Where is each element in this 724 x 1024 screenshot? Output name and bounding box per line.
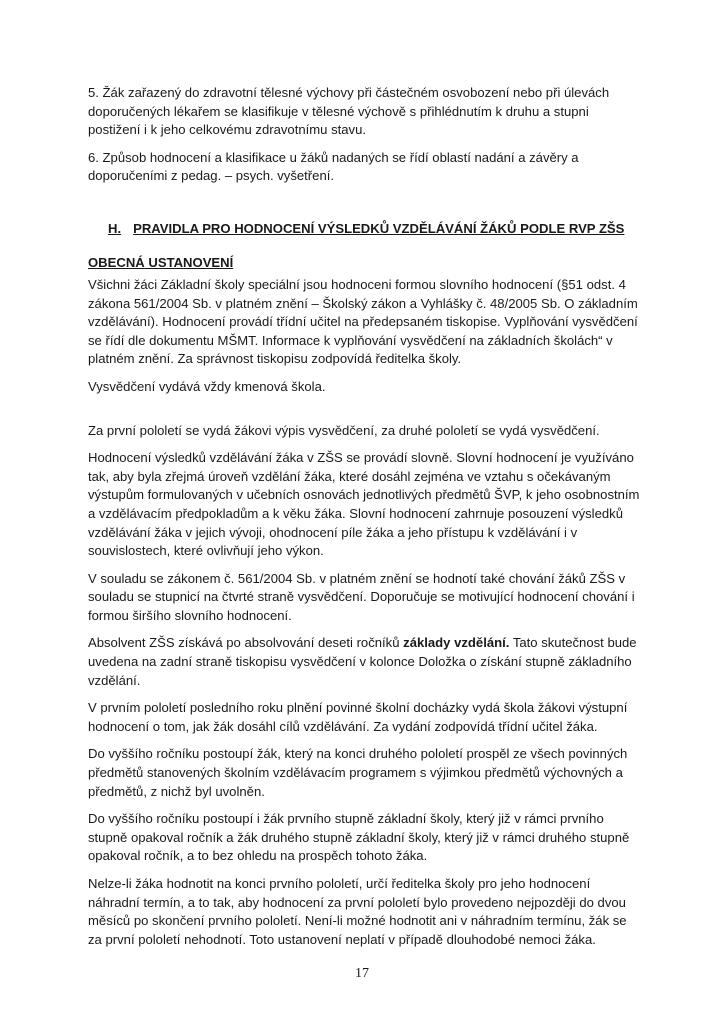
paragraph-body-7: Do vyššího ročníku postoupí i žák prvního stupně základní školy, který již v rámci prvního stupně opakoval ročník a žák druhého stupně základní školy, který již v rámci druhého stupně opakoval ročník, a to bez ohledu na prospěch tohoto žáka. <box>88 811 630 864</box>
section-number: H. <box>108 220 122 236</box>
paragraph-body-3: V souladu se zákonem č. 561/2004 Sb. v platném znění se hodnotí také chování žáků ZŠS v souladu se stupnicí na čtvrté straně vysvědčení. Doporučuje se motivující hodnocení chování i formou širšího slovního hodnocení. <box>88 570 635 623</box>
paragraph-general-1: Všichni žáci Základní školy speciální jsou hodnoceni formou slovního hodnocení (§51 odst. 4 zákona 561/2004 Sb. v platném znění – Školský zákon a Vyhlášky č. 48/2005 Sb. O základním vzdělávání). Hodnocení provádí třídní učitel na předepsaném tiskopise. Vyplňování vysvědčení se řídí dle dokumentu MŠMT. Informace k vyplňování vysvědčení na základních školách“ v platném znění. Za správnost tiskopisu zodpovídá ředitelka školy. <box>88 276 638 367</box>
paragraph-body-6: Do vyššího ročníku postoupí žák, který na konci druhého pololetí prospěl ze všech povinných předmětů stanovených školním vzdělávacím programem s výjimkou předmětů výchovných a předmětů, z nichž byl uvolněn. <box>88 746 628 799</box>
paragraph-body-8: Nelze-li žáka hodnotit na konci prvního pololetí, určí ředitelka školy pro jeho hodnocení náhradní termín, a to tak, aby hodnocení za první pololetí bylo provedeno nejpozději do dvou měsíců po skončení prvního pololetí. Není-li možné hodnotit ani v náhradním termínu, žák se za první pololetí nehodnotí. Toto ustanovení neplatí v případě dlouhodobé nemoci žáka. <box>88 876 627 947</box>
paragraph-body-1: Za první pololetí se vydá žákovi výpis vysvědčení, za druhé pololetí se vydá vysvědčení. <box>88 422 600 438</box>
paragraph-item-6: 6. Způsob hodnocení a klasifikace u žáků nadaných se řídí oblastí nadání a závěry a doporučeními z pedag. – psych. vyšetření. <box>88 149 579 184</box>
section-title: PRAVIDLA PRO HODNOCENÍ VÝSLEDKŮ VZDĚLÁVÁNÍ ŽÁKŮ PODLE RVP ZŠS <box>133 220 625 236</box>
paragraph-body-4-end: Tato skutečnost bude uvedena na zadní straně tiskopisu vysvědčení v kolonce Doložka o získání stupně základního vzdělání. <box>88 635 637 688</box>
paragraph-body-4-start: Absolvent ZŠS získává po absolvování deseti ročníků <box>88 635 404 651</box>
paragraph-general-2: Vysvědčení vydává vždy kmenová škola. <box>88 378 326 394</box>
paragraph-body-2: Hodnocení výsledků vzdělávání žáka v ZŠS se provádí slovně. Slovní hodnocení je využíváno tak, aby byla zřejmá úroveň vzdělání žáka, které dosáhl zejména ve vztahu s očekávaným výstupům formulovaných v učebních osnovách jednotlivých předmětů ŠVP, k jeho osobnostním a vzdělávacím předpokladům a k věku žáka. Slovní hodnocení zahrnuje posouzení výsledků vzdělávání žáka v jejich vývoji, ohodnocení píle žáka a jeho přístupu k vzdělávání i v souvislostech, které ovlivňují jeho výkon. <box>88 450 640 559</box>
page-number: 17 <box>355 966 369 981</box>
spacer <box>88 406 644 422</box>
paragraph-body-4-bold: základy vzdělání. <box>403 635 510 651</box>
subheading-general: OBECNÁ USTANOVENÍ <box>88 254 234 270</box>
document-page <box>88 84 644 958</box>
paragraph-body-4 <box>88 634 644 690</box>
paragraph-item-5: 5. Žák zařazený do zdravotní tělesné výchovy při částečném osvobození nebo při úlevách doporučených lékařem se klasifikuje v tělesné výchově s přihlédnutím k druhu a stupni postižení i k jeho celkovému zdravotnímu stavu. <box>88 85 610 138</box>
section-heading-h <box>108 220 644 238</box>
paragraph-body-5: V prvním pololetí posledního roku plnění povinné školní docházky vydá škola žákovi výstupní hodnocení o tom, jak žák dosáhl cílů vzdělávání. Za vydání zodpovídá třídní učitel žáka. <box>88 700 628 734</box>
